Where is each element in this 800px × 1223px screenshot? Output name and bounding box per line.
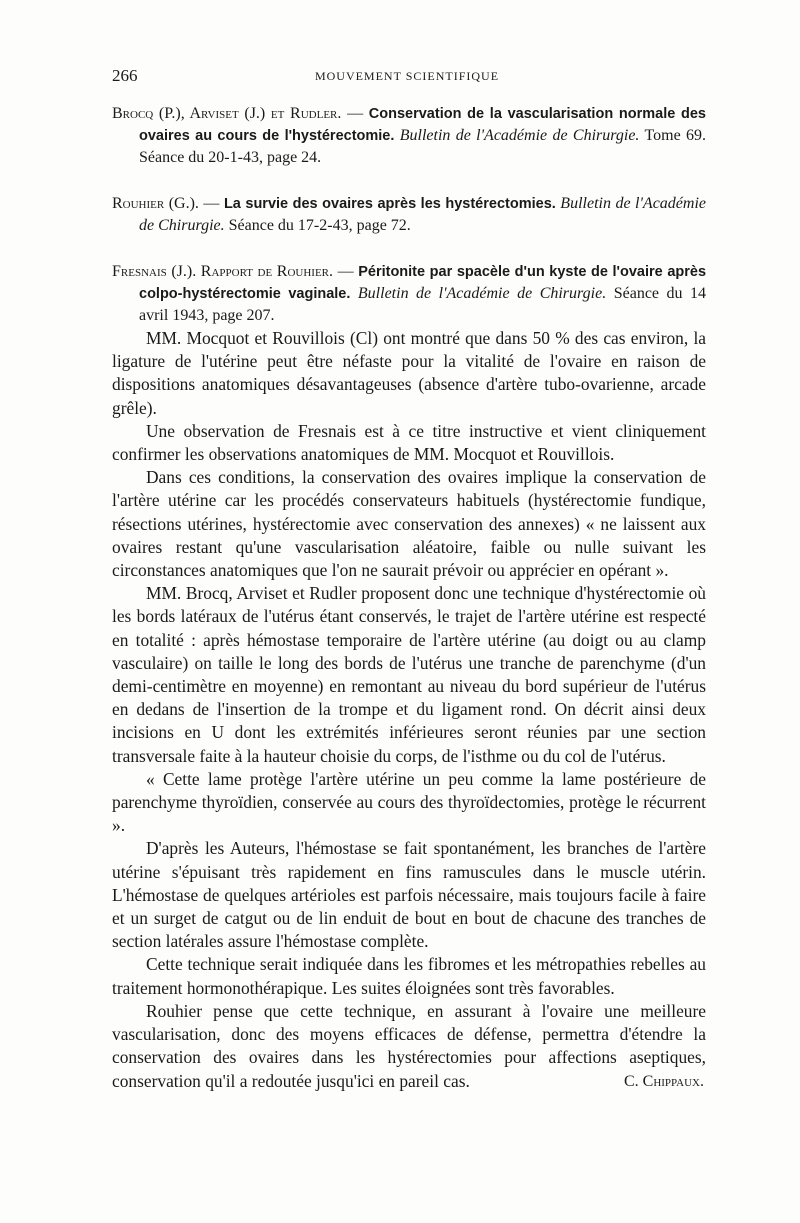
- reference-entry: [112, 261, 706, 327]
- body-paragraph: Cette technique serait indiquée dans les fibromes et les métropathies rebelles au traitement hormonothérapique. Les suites éloignées sont très favorables.: [112, 954, 706, 998]
- body-paragraph: Rouhier pense que cette technique, en assurant à l'ovaire une meilleure vascularisation, donc des moyens efficaces de défense, permettra d'étendre la conservation des ovaires dans les hystérectomies pour affections aseptiques, conservation qu'il a redoutée jusqu'ici en pareil cas.: [112, 1000, 706, 1091]
- reference-entry: [112, 103, 706, 169]
- body-paragraph: D'après les Auteurs, l'hémostase se fait spontanément, les branches de l'artère utérine s'épuisant très rapidement en fins ramuscules dans le muscle utérin. L'hémostase de quelques artérioles est parfois nécessaire, mais toujours facile à faire et un surget de catgut ou de lin enduit de bout en bout de chacune des tranches de section latérales assure l'hémostase complète.: [112, 838, 706, 952]
- reference-title: Péritonite par spacèle d'un kyste de l'ovaire après colpo-hystérectomie vaginale.: [139, 264, 707, 302]
- reference-entry: [112, 193, 706, 237]
- reference-authors: Fresnais (J.). Rapport de Rouhier. —: [112, 263, 354, 280]
- page-header: [112, 66, 702, 88]
- body-paragraph: « Cette lame protège l'artère utérine un peu comme la lame postérieure de parenchyme thyroïdien, conservée au cours des thyroïdectomies, protège le récurrent ».: [112, 768, 706, 836]
- article-body: [112, 327, 706, 1093]
- reference-details: Tome 69. Séance du 20-1-43, page 24.: [139, 127, 707, 166]
- reference-list: [112, 103, 706, 351]
- reference-authors: Brocq (P.), Arviset (J.) et Rudler. —: [112, 105, 364, 122]
- body-paragraph: Une observation de Fresnais est à ce titre instructive et vient cliniquement confirmer les observations anatomiques de MM. Mocquot et Rouvillois.: [112, 420, 706, 465]
- reference-details: Séance du 17-2-43, page 72.: [228, 217, 411, 234]
- reference-journal: Bulletin de l'Académie de Chirurgie.: [357, 285, 607, 302]
- reference-journal: Bulletin de l'Académie de Chirurgie.: [399, 127, 640, 144]
- reference-journal: Bulletin de l'Académie de Chirurgie.: [139, 195, 706, 234]
- reference-title: La survie des ovaires après les hystérectomies.: [223, 196, 556, 212]
- body-paragraph: MM. Mocquot et Rouvillois (Cl) ont montré que dans 50 % des cas environ, la ligature de l'utérine peut être néfaste pour la vitalité de l'ovaire en raison de dispositions anatomiques désavantageuses (absence d'artère tubo-ovarienne, arcade grêle).: [112, 328, 706, 418]
- page-number: 266: [112, 66, 138, 85]
- signature-initial: C.: [623, 1072, 639, 1090]
- reference-authors: Rouhier (G.). —: [112, 195, 220, 212]
- body-paragraph: Dans ces conditions, la conservation des ovaires implique la conservation de l'artère utérine car les procédés conservateurs habituels (hystérectomie fundique, résections utérines, hystérectomie avec conservation des annexes) « ne laissent aux ovaires restant qu'une vascularisation aléatoire, faible ou nulle suivant les circonstances anatomiques que l'on ne saurait prévoir ou apprécier en opérant ».: [112, 467, 706, 581]
- reference-details: Séance du 14 avril 1943, page 207.: [139, 285, 707, 324]
- reference-title: Conservation de la vascularisation normale des ovaires au cours de l'hystérectomie.: [139, 106, 706, 144]
- signature-name: Chippaux.: [642, 1072, 704, 1090]
- body-paragraph: MM. Brocq, Arviset et Rudler proposent donc une technique d'hystérectomie où les bords latéraux de l'utérus étant conservés, le trajet de l'artère utérine est respecté en totalité : après hémostase temporaire de l'artère utérine (au doigt ou au clamp vasculaire) on taille le long des bords de l'utérus une tranche de parenchyme (d'un demi-centimètre en moyenne) en remontant au niveau du bord supérieur de l'utérus en dedans de l'insertion de la trompe et du ligament rond. On décrit ainsi deux incisions en U dont les extrémités inférieures seront réunies par une section transversale faite à la hauteur choisie du corps, de l'isthme ou du col de l'utérus.: [112, 583, 706, 766]
- running-head: MOUVEMENT SCIENTIFIQUE: [314, 69, 500, 83]
